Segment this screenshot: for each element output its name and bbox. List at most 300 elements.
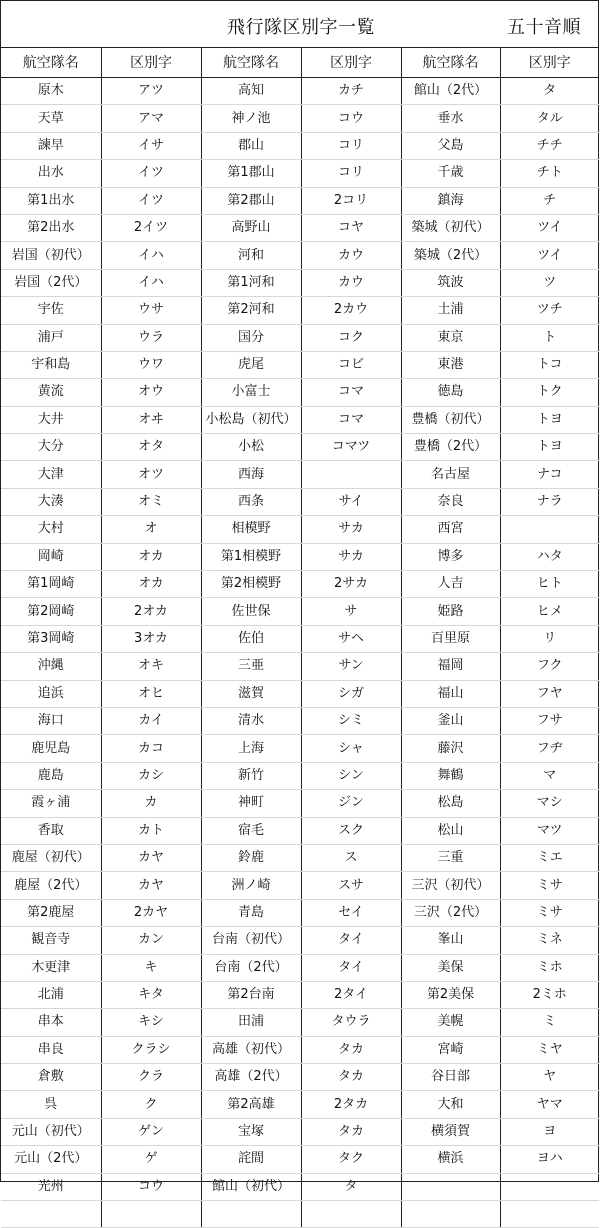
table-row bbox=[1, 78, 599, 105]
unit-name-cell: 青島 bbox=[201, 899, 301, 926]
unit-name-cell: 串本 bbox=[1, 1009, 101, 1036]
unit-name-cell: 徳島 bbox=[401, 379, 500, 406]
unit-name-cell: 第2相模野 bbox=[201, 571, 301, 598]
code-cell: オヒ bbox=[101, 680, 201, 707]
unit-name-cell: 大分 bbox=[1, 434, 101, 461]
unit-name-cell: 岡崎 bbox=[1, 543, 101, 570]
code-cell: イハ bbox=[101, 242, 201, 269]
code-cell: イツ bbox=[101, 160, 201, 187]
code-cell: タカ bbox=[301, 1064, 401, 1091]
unit-name-cell: 元山（初代） bbox=[1, 1118, 101, 1145]
unit-name-cell: 洲ノ崎 bbox=[201, 872, 301, 899]
unit-name-cell: 三重 bbox=[401, 844, 500, 871]
code-cell: シガ bbox=[301, 680, 401, 707]
table-row bbox=[1, 598, 599, 625]
table-row bbox=[1, 1146, 599, 1173]
code-cell: カイ bbox=[101, 707, 201, 734]
code-cell: キタ bbox=[101, 981, 201, 1008]
unit-name-cell: 築城（2代） bbox=[401, 242, 500, 269]
unit-name-cell: 姫路 bbox=[401, 598, 500, 625]
table-row bbox=[1, 297, 599, 324]
code-cell: コク bbox=[301, 324, 401, 351]
code-cell: チト bbox=[500, 160, 599, 187]
table-row bbox=[1, 927, 599, 954]
unit-name-cell: 高雄（初代） bbox=[201, 1036, 301, 1063]
code-cell: トコ bbox=[500, 351, 599, 378]
unit-name-cell: 西条 bbox=[201, 488, 301, 515]
unit-name-cell: 西海 bbox=[201, 461, 301, 488]
unit-name-cell: 第2河和 bbox=[201, 297, 301, 324]
unit-name-cell: 小松島（初代） bbox=[201, 406, 301, 433]
table-row bbox=[1, 653, 599, 680]
unit-name-cell: 海口 bbox=[1, 707, 101, 734]
unit-name-cell: 鈴鹿 bbox=[201, 844, 301, 871]
code-cell: イサ bbox=[101, 132, 201, 159]
unit-name-cell: 松島 bbox=[401, 790, 500, 817]
unit-name-cell: 大津 bbox=[1, 461, 101, 488]
code-cell: ツイ bbox=[500, 214, 599, 241]
table-row bbox=[1, 844, 599, 871]
code-cell: ミサ bbox=[500, 899, 599, 926]
unit-name-cell: 岩国（初代） bbox=[1, 242, 101, 269]
code-cell: 2タカ bbox=[301, 1091, 401, 1118]
unit-name-cell: 福岡 bbox=[401, 653, 500, 680]
code-cell: コヤ bbox=[301, 214, 401, 241]
code-cell: ヤ bbox=[500, 1064, 599, 1091]
unit-name-cell: 光州 bbox=[1, 1173, 101, 1200]
unit-name-cell: 釜山 bbox=[401, 707, 500, 734]
code-cell: タル bbox=[500, 105, 599, 132]
unit-name-cell: 峯山 bbox=[401, 927, 500, 954]
unit-name-cell: 人吉 bbox=[401, 571, 500, 598]
code-cell: リ bbox=[500, 625, 599, 652]
unit-name-cell: 館山（2代） bbox=[401, 78, 500, 105]
unit-name-cell: 上海 bbox=[201, 735, 301, 762]
code-cell: 2コリ bbox=[301, 187, 401, 214]
unit-name-cell: 第1相模野 bbox=[201, 543, 301, 570]
unit-name-cell: 神ノ池 bbox=[201, 105, 301, 132]
unit-name-cell: 観音寺 bbox=[1, 927, 101, 954]
code-cell: カウ bbox=[301, 269, 401, 296]
code-cell: シャ bbox=[301, 735, 401, 762]
code-cell: タ bbox=[500, 78, 599, 105]
unit-name-cell: 鹿屋（2代） bbox=[1, 872, 101, 899]
code-cell: オウ bbox=[101, 379, 201, 406]
unit-name-cell: 新竹 bbox=[201, 762, 301, 789]
code-cell: スク bbox=[301, 817, 401, 844]
code-cell: ミネ bbox=[500, 927, 599, 954]
unit-name-cell: 高知 bbox=[201, 78, 301, 105]
table-row bbox=[1, 625, 599, 652]
unit-name-cell: 第1岡崎 bbox=[1, 571, 101, 598]
table-row bbox=[1, 899, 599, 926]
code-cell: キ bbox=[101, 954, 201, 981]
table-row bbox=[1, 1173, 599, 1200]
code-cell: ウサ bbox=[101, 297, 201, 324]
code-cell: コウ bbox=[301, 105, 401, 132]
code-cell: コマ bbox=[301, 406, 401, 433]
unit-name-cell: 詫間 bbox=[201, 1146, 301, 1173]
table-row bbox=[1, 790, 599, 817]
table-row bbox=[1, 105, 599, 132]
code-cell: オカ bbox=[101, 571, 201, 598]
code-cell: ヨハ bbox=[500, 1146, 599, 1173]
unit-name-cell: 宝塚 bbox=[201, 1118, 301, 1145]
unit-name-cell: 松山 bbox=[401, 817, 500, 844]
table-row bbox=[1, 762, 599, 789]
code-cell: オミ bbox=[101, 488, 201, 515]
code-cell: 3オカ bbox=[101, 625, 201, 652]
unit-name-cell: 清水 bbox=[201, 707, 301, 734]
code-cell: タク bbox=[301, 1146, 401, 1173]
code-cell: タ bbox=[301, 1173, 401, 1200]
code-cell: ウワ bbox=[101, 351, 201, 378]
table-row bbox=[1, 187, 599, 214]
header-code: 区別字 bbox=[500, 48, 599, 78]
table-row bbox=[1, 461, 599, 488]
code-cell: ミサ bbox=[500, 872, 599, 899]
unit-name-cell: 大村 bbox=[1, 516, 101, 543]
code-cell: オツ bbox=[101, 461, 201, 488]
unit-name-cell: 浦戸 bbox=[1, 324, 101, 351]
unit-name-cell: 沖縄 bbox=[1, 653, 101, 680]
code-cell: ヤマ bbox=[500, 1091, 599, 1118]
code-cell: カヤ bbox=[101, 872, 201, 899]
code-cell: カコ bbox=[101, 735, 201, 762]
code-cell: ジン bbox=[301, 790, 401, 817]
unit-name-cell: 高野山 bbox=[201, 214, 301, 241]
unit-name-cell: 博多 bbox=[401, 543, 500, 570]
code-cell: コマツ bbox=[301, 434, 401, 461]
unit-name-cell: 佐世保 bbox=[201, 598, 301, 625]
code-cell bbox=[500, 1201, 599, 1228]
code-cell: トヨ bbox=[500, 406, 599, 433]
code-cell: 2カウ bbox=[301, 297, 401, 324]
code-cell: クラシ bbox=[101, 1036, 201, 1063]
unit-name-cell: 宿毛 bbox=[201, 817, 301, 844]
table-header-row bbox=[1, 48, 599, 78]
unit-name-cell: 第2郡山 bbox=[201, 187, 301, 214]
unit-name-cell: 台南（初代） bbox=[201, 927, 301, 954]
code-cell: ト bbox=[500, 324, 599, 351]
code-cell: オカ bbox=[101, 543, 201, 570]
code-cell: セイ bbox=[301, 899, 401, 926]
code-cell bbox=[301, 461, 401, 488]
code-cell: シミ bbox=[301, 707, 401, 734]
unit-name-cell: 天草 bbox=[1, 105, 101, 132]
code-cell: カチ bbox=[301, 78, 401, 105]
code-cell: アマ bbox=[101, 105, 201, 132]
code-cell: ツイ bbox=[500, 242, 599, 269]
unit-name-cell: 黄流 bbox=[1, 379, 101, 406]
code-cell: サカ bbox=[301, 516, 401, 543]
code-cell: ウラ bbox=[101, 324, 201, 351]
code-cell: 2タイ bbox=[301, 981, 401, 1008]
unit-name-cell: 東港 bbox=[401, 351, 500, 378]
unit-name-cell: 鎮海 bbox=[401, 187, 500, 214]
unit-name-cell: 第2出水 bbox=[1, 214, 101, 241]
unit-name-cell: 築城（初代） bbox=[401, 214, 500, 241]
code-cell: キシ bbox=[101, 1009, 201, 1036]
unit-name-cell: 第1河和 bbox=[201, 269, 301, 296]
unit-name-cell: 大湊 bbox=[1, 488, 101, 515]
code-cell: アツ bbox=[101, 78, 201, 105]
unit-code-table bbox=[1, 48, 599, 1228]
unit-name-cell: 第2美保 bbox=[401, 981, 500, 1008]
code-cell: フヂ bbox=[500, 735, 599, 762]
code-cell: フサ bbox=[500, 707, 599, 734]
unit-name-cell: 鹿屋（初代） bbox=[1, 844, 101, 871]
unit-name-cell: 大井 bbox=[1, 406, 101, 433]
table-row bbox=[1, 160, 599, 187]
table-row bbox=[1, 379, 599, 406]
code-cell: ク bbox=[101, 1091, 201, 1118]
unit-name-cell: 木更津 bbox=[1, 954, 101, 981]
table-row bbox=[1, 1064, 599, 1091]
unit-name-cell: 谷日部 bbox=[401, 1064, 500, 1091]
code-cell: ナコ bbox=[500, 461, 599, 488]
unit-name-cell: 河和 bbox=[201, 242, 301, 269]
header-unit-name: 航空隊名 bbox=[1, 48, 101, 78]
code-cell: カン bbox=[101, 927, 201, 954]
table-row bbox=[1, 707, 599, 734]
code-cell: チチ bbox=[500, 132, 599, 159]
code-cell bbox=[101, 1201, 201, 1228]
unit-name-cell: 舞鶴 bbox=[401, 762, 500, 789]
unit-name-cell: 三亜 bbox=[201, 653, 301, 680]
code-cell: コウ bbox=[101, 1173, 201, 1200]
table-row bbox=[1, 872, 599, 899]
unit-name-cell: 霞ヶ浦 bbox=[1, 790, 101, 817]
code-cell: 2イツ bbox=[101, 214, 201, 241]
unit-name-cell: 館山（初代） bbox=[201, 1173, 301, 1200]
unit-name-cell: 諫早 bbox=[1, 132, 101, 159]
table-row bbox=[1, 406, 599, 433]
unit-name-cell: 第1郡山 bbox=[201, 160, 301, 187]
code-cell: ヒト bbox=[500, 571, 599, 598]
unit-name-cell: 奈良 bbox=[401, 488, 500, 515]
unit-name-cell: 北浦 bbox=[1, 981, 101, 1008]
unit-name-cell: 第2鹿屋 bbox=[1, 899, 101, 926]
code-cell: サカ bbox=[301, 543, 401, 570]
code-cell bbox=[500, 1173, 599, 1200]
code-cell: ス bbox=[301, 844, 401, 871]
code-cell bbox=[301, 1201, 401, 1228]
code-cell: ミ bbox=[500, 1009, 599, 1036]
code-cell: コリ bbox=[301, 160, 401, 187]
unit-name-cell: 小松 bbox=[201, 434, 301, 461]
code-cell: コマ bbox=[301, 379, 401, 406]
code-cell: イハ bbox=[101, 269, 201, 296]
unit-name-cell: 原木 bbox=[1, 78, 101, 105]
code-cell: カト bbox=[101, 817, 201, 844]
code-cell: ミヤ bbox=[500, 1036, 599, 1063]
table-row bbox=[1, 735, 599, 762]
table-row bbox=[1, 543, 599, 570]
code-cell: サイ bbox=[301, 488, 401, 515]
code-cell: ゲ bbox=[101, 1146, 201, 1173]
unit-name-cell: 高雄（2代） bbox=[201, 1064, 301, 1091]
code-cell: 2ミホ bbox=[500, 981, 599, 1008]
unit-name-cell: 呉 bbox=[1, 1091, 101, 1118]
table-row bbox=[1, 1201, 599, 1228]
code-cell: コビ bbox=[301, 351, 401, 378]
table-row bbox=[1, 269, 599, 296]
code-cell: サヘ bbox=[301, 625, 401, 652]
table-row bbox=[1, 1091, 599, 1118]
unit-name-cell: 父島 bbox=[401, 132, 500, 159]
unit-name-cell bbox=[401, 1201, 500, 1228]
table-row bbox=[1, 1118, 599, 1145]
code-cell: タイ bbox=[301, 927, 401, 954]
unit-name-cell: 国分 bbox=[201, 324, 301, 351]
unit-name-cell: 垂水 bbox=[401, 105, 500, 132]
unit-name-cell: 郡山 bbox=[201, 132, 301, 159]
unit-name-cell: 虎尾 bbox=[201, 351, 301, 378]
unit-name-cell: 豊橋（初代） bbox=[401, 406, 500, 433]
code-cell: 2オカ bbox=[101, 598, 201, 625]
code-cell: マ bbox=[500, 762, 599, 789]
code-cell: フヤ bbox=[500, 680, 599, 707]
unit-name-cell: 串良 bbox=[1, 1036, 101, 1063]
unit-name-cell bbox=[201, 1201, 301, 1228]
unit-name-cell: 第3岡崎 bbox=[1, 625, 101, 652]
table-row bbox=[1, 954, 599, 981]
code-cell: オキ bbox=[101, 653, 201, 680]
title-row bbox=[1, 1, 598, 48]
table-row bbox=[1, 817, 599, 844]
code-cell: ヨ bbox=[500, 1118, 599, 1145]
unit-name-cell: 藤沢 bbox=[401, 735, 500, 762]
unit-name-cell: 三沢（2代） bbox=[401, 899, 500, 926]
header-unit-name: 航空隊名 bbox=[401, 48, 500, 78]
sort-order-label: 五十音順 bbox=[507, 17, 581, 38]
table-row bbox=[1, 571, 599, 598]
table-body bbox=[1, 78, 599, 1228]
table-row bbox=[1, 981, 599, 1008]
table-row bbox=[1, 434, 599, 461]
unit-name-cell bbox=[1, 1201, 101, 1228]
unit-name-cell: 倉敷 bbox=[1, 1064, 101, 1091]
unit-name-cell: 岩国（2代） bbox=[1, 269, 101, 296]
code-cell: クラ bbox=[101, 1064, 201, 1091]
unit-name-cell: 宮崎 bbox=[401, 1036, 500, 1063]
unit-name-cell: 名古屋 bbox=[401, 461, 500, 488]
unit-name-cell: 百里原 bbox=[401, 625, 500, 652]
code-cell: サン bbox=[301, 653, 401, 680]
unit-name-cell: 佐伯 bbox=[201, 625, 301, 652]
code-cell: フク bbox=[500, 653, 599, 680]
code-cell: チ bbox=[500, 187, 599, 214]
code-cell: マツ bbox=[500, 817, 599, 844]
unit-name-cell: 鹿島 bbox=[1, 762, 101, 789]
unit-name-cell: 西宮 bbox=[401, 516, 500, 543]
unit-name-cell: 美幌 bbox=[401, 1009, 500, 1036]
table-row bbox=[1, 132, 599, 159]
code-cell: ナラ bbox=[500, 488, 599, 515]
unit-name-cell: 鹿児島 bbox=[1, 735, 101, 762]
code-cell: ハタ bbox=[500, 543, 599, 570]
table-row bbox=[1, 1009, 599, 1036]
table-row bbox=[1, 242, 599, 269]
code-cell: スサ bbox=[301, 872, 401, 899]
code-cell: ミホ bbox=[500, 954, 599, 981]
code-cell bbox=[500, 516, 599, 543]
table-row bbox=[1, 488, 599, 515]
code-cell: シン bbox=[301, 762, 401, 789]
code-cell: コリ bbox=[301, 132, 401, 159]
code-cell: イツ bbox=[101, 187, 201, 214]
code-cell: オヰ bbox=[101, 406, 201, 433]
unit-name-cell: 土浦 bbox=[401, 297, 500, 324]
unit-name-cell: 相模野 bbox=[201, 516, 301, 543]
code-cell: ツチ bbox=[500, 297, 599, 324]
code-cell: カウ bbox=[301, 242, 401, 269]
code-cell: トク bbox=[500, 379, 599, 406]
table-row bbox=[1, 680, 599, 707]
unit-name-cell: 台南（2代） bbox=[201, 954, 301, 981]
code-cell: カ bbox=[101, 790, 201, 817]
unit-name-cell: 三沢（初代） bbox=[401, 872, 500, 899]
unit-name-cell: 第1出水 bbox=[1, 187, 101, 214]
unit-name-cell: 第2岡崎 bbox=[1, 598, 101, 625]
unit-name-cell: 滋賀 bbox=[201, 680, 301, 707]
table-row bbox=[1, 214, 599, 241]
code-cell: タカ bbox=[301, 1118, 401, 1145]
code-cell: ツ bbox=[500, 269, 599, 296]
code-cell: トヨ bbox=[500, 434, 599, 461]
table-row bbox=[1, 351, 599, 378]
code-cell: タカ bbox=[301, 1036, 401, 1063]
unit-name-cell: 横須賀 bbox=[401, 1118, 500, 1145]
unit-name-cell: 大和 bbox=[401, 1091, 500, 1118]
code-cell: マシ bbox=[500, 790, 599, 817]
code-cell: オ bbox=[101, 516, 201, 543]
unit-name-cell: 香取 bbox=[1, 817, 101, 844]
header-code: 区別字 bbox=[301, 48, 401, 78]
code-cell: 2サカ bbox=[301, 571, 401, 598]
unit-name-cell: 神町 bbox=[201, 790, 301, 817]
code-cell: カヤ bbox=[101, 844, 201, 871]
unit-name-cell: 追浜 bbox=[1, 680, 101, 707]
unit-name-cell: 美保 bbox=[401, 954, 500, 981]
unit-name-cell: 宇和島 bbox=[1, 351, 101, 378]
page-title: 飛行隊区別字一覧 bbox=[227, 17, 375, 38]
code-cell: タイ bbox=[301, 954, 401, 981]
unit-name-cell: 筑波 bbox=[401, 269, 500, 296]
code-cell: サ bbox=[301, 598, 401, 625]
code-cell: オタ bbox=[101, 434, 201, 461]
header-code: 区別字 bbox=[101, 48, 201, 78]
unit-name-cell: 出水 bbox=[1, 160, 101, 187]
unit-name-cell: 豊橋（2代） bbox=[401, 434, 500, 461]
unit-name-cell: 東京 bbox=[401, 324, 500, 351]
table-row bbox=[1, 516, 599, 543]
unit-name-cell: 宇佐 bbox=[1, 297, 101, 324]
unit-name-cell: 第2高雄 bbox=[201, 1091, 301, 1118]
code-cell: ゲン bbox=[101, 1118, 201, 1145]
code-cell: ミエ bbox=[500, 844, 599, 871]
code-cell: 2カヤ bbox=[101, 899, 201, 926]
unit-name-cell bbox=[401, 1173, 500, 1200]
unit-name-cell: 福山 bbox=[401, 680, 500, 707]
code-cell: ヒメ bbox=[500, 598, 599, 625]
unit-name-cell: 田浦 bbox=[201, 1009, 301, 1036]
unit-name-cell: 第2台南 bbox=[201, 981, 301, 1008]
code-cell: タウラ bbox=[301, 1009, 401, 1036]
unit-name-cell: 元山（2代） bbox=[1, 1146, 101, 1173]
unit-name-cell: 千歳 bbox=[401, 160, 500, 187]
